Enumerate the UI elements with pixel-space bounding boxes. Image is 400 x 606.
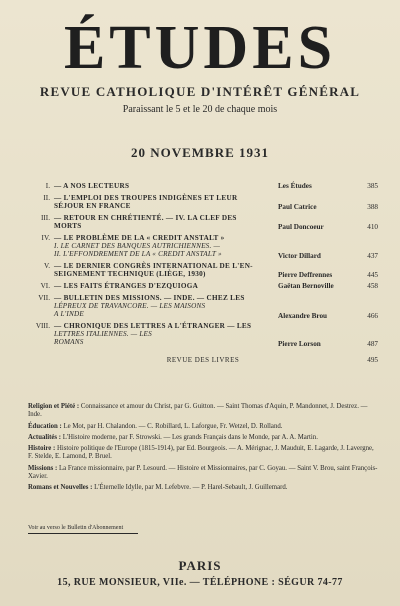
publisher-footer	[0, 558, 400, 588]
toc-entry	[28, 294, 378, 318]
entry-subtitle: ROMANS	[54, 338, 84, 346]
entry-author: Paul Catrice	[278, 203, 317, 211]
review-item	[28, 403, 378, 420]
entry-author: Victor Dillard	[278, 252, 321, 260]
entry-title: — CHRONIQUE DES LETTRES A L'ÉTRANGER — LES	[54, 322, 252, 330]
entry-subtitle: A L'INDE	[54, 310, 84, 318]
review-text: Connaissance et amour du Christ, par G. Guitton. — Saint Thomas d'Aquin, P. Mandonnet, J. Destrez. — Inde.	[28, 403, 368, 419]
entry-subtitle: II. L'EFFONDREMENT DE LA « CREDIT ANSTALT »	[54, 250, 222, 258]
entry-subtitle: LÉPREUX DE TRAVANCORE. — LES MAISONS	[54, 302, 206, 310]
review-text: Le Mot, par H. Chalandon. — C. Robillard, L. Laforgue, Fr. Wetzel, D. Rolland.	[63, 422, 283, 430]
review-item	[28, 423, 378, 431]
review-item	[28, 445, 378, 462]
review-category: Missions :	[28, 464, 58, 472]
entry-title: — LE DERNIER CONGRÈS INTERNATIONAL DE L'EN-	[54, 262, 253, 270]
entry-author: Les Études	[278, 182, 312, 190]
entry-author: Gaëtan Bernoville	[278, 282, 334, 290]
entry-title: MORTS	[54, 222, 82, 230]
journal-title: ÉTUDES	[63, 14, 337, 82]
issue-date: 20 NOVEMBRE 1931	[130, 145, 270, 160]
masthead	[0, 16, 400, 115]
review-text: L'Histoire moderne, par F. Strowski. — Les grands Français dans le Monde, par A. A. Martin.	[62, 433, 318, 441]
review-text: L'Éternelle Idylle, par M. Lefebvre. — P. Harel-Sebault, J. Guillemard.	[94, 484, 288, 492]
review-category: Religion et Piété :	[28, 403, 80, 410]
review-category: Actualités :	[28, 433, 62, 441]
entry-author: Paul Doncoeur	[278, 223, 324, 231]
review-section-page: 495	[367, 356, 378, 364]
review-item	[28, 465, 378, 482]
entry-title: — RETOUR EN CHRÉTIENTÉ. — IV. LA CLEF DES	[54, 214, 237, 222]
entry-author: Pierre Deffrennes	[278, 271, 333, 279]
entry-subtitle: LETTRES ITALIENNES. — LES	[54, 330, 152, 338]
entry-number: III.	[41, 214, 50, 222]
entry-page: 385	[367, 182, 378, 190]
entry-author: Alexandre Brou	[278, 312, 328, 320]
entry-page: 487	[367, 340, 378, 348]
toc-entry	[28, 194, 378, 210]
entry-title: — LES FAITS ÉTRANGES D'EZQUIOGA	[54, 282, 199, 290]
review-heading-row	[28, 350, 378, 368]
entry-number: IV.	[41, 234, 50, 242]
review-text: Histoire politique de l'Europe (1815-1914), par Ed. Bourgeois. — A. Mérignac, J. Mauduit, E. Lagarde, J. Lavergne, F. Stelde, E. Lamond, P. Bruel.	[28, 445, 374, 461]
journal-subtitle: REVUE CATHOLIQUE D'INTÉRÊT GÉNÉRAL	[39, 84, 361, 99]
review-category: Éducation :	[28, 422, 62, 430]
publication-frequency: Paraissant le 5 et le 20 de chaque mois	[122, 104, 278, 115]
entry-title: SÉJOUR EN FRANCE	[54, 202, 131, 210]
entry-title: — LE PROBLÈME DE LA « CREDIT ANSTALT »	[54, 234, 225, 242]
publisher-address: 15, RUE MONSIEUR, VIIe. — TÉLÉPHONE : SÉGUR 74-77	[57, 577, 343, 588]
entry-number: II.	[43, 194, 50, 202]
entry-number: VII.	[38, 294, 50, 302]
entry-page: 458	[367, 282, 378, 290]
publisher-city: PARIS	[178, 558, 222, 573]
book-reviews	[28, 403, 378, 496]
toc-entry	[28, 182, 378, 190]
entry-number: V.	[43, 262, 50, 270]
entry-title: — BULLETIN DES MISSIONS. — INDE. — CHEZ LES	[54, 294, 245, 302]
entry-subtitle: I. LE CARNET DES BANQUES AUTRICHIENNES. —	[54, 242, 221, 250]
review-item	[28, 484, 378, 492]
toc-entry	[28, 262, 378, 278]
toc-entry	[28, 214, 378, 230]
toc-entry	[28, 234, 378, 258]
entry-number: VI.	[40, 282, 50, 290]
entry-page: 410	[367, 223, 378, 231]
entry-page: 388	[367, 203, 378, 211]
review-section-title: REVUE DES LIVRES	[166, 356, 240, 364]
review-item	[28, 434, 378, 442]
toc-entry	[28, 322, 378, 346]
toc-entry	[28, 282, 378, 290]
review-category: Histoire :	[28, 445, 56, 453]
table-of-contents	[28, 182, 378, 372]
entry-number: VIII.	[35, 322, 50, 330]
entry-page: 445	[367, 271, 378, 279]
entry-title: — L'EMPLOI DES TROUPES INDIGÈNES ET LEUR	[54, 194, 238, 202]
review-category: Romans et Nouvelles :	[28, 484, 93, 492]
entry-title: — A NOS LECTEURS	[54, 182, 130, 190]
entry-page: 437	[367, 252, 378, 260]
entry-title: SEIGNEMENT TECHNIQUE (LIÈGE, 1930)	[54, 270, 206, 278]
review-text: La France missionnaire, par P. Lesourd. — Histoire et Missionnaires, par C. Goyau. — Saint V. Brou, saint François-Xavier.	[28, 464, 378, 481]
entry-author: Pierre Lorson	[278, 340, 321, 348]
entry-page: 466	[367, 312, 378, 320]
entry-number: I.	[45, 182, 50, 190]
subscription-note: Voir au verso le Bulletin d'Abonnement	[28, 525, 138, 534]
